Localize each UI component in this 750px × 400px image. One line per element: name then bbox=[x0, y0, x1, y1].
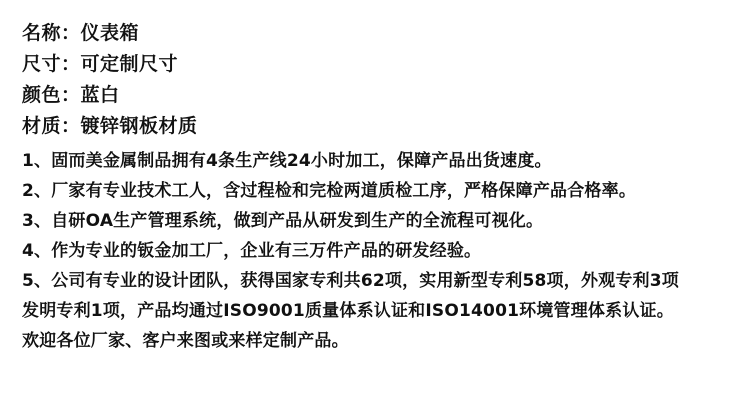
spec-line-size: 尺寸：可定制尺寸 bbox=[22, 53, 179, 75]
feature-item bbox=[22, 236, 734, 266]
feature-list bbox=[22, 146, 734, 326]
feature-line: 5、公司有专业的设计团队，获得国家专利共62项，实用新型专利58项，外观专利3项 bbox=[22, 271, 679, 291]
spec-line-material: 材质：镀锌钢板材质 bbox=[22, 115, 198, 137]
feature-item bbox=[22, 176, 734, 206]
feature-item bbox=[22, 146, 734, 176]
spec-line-color: 颜色：蓝白 bbox=[22, 84, 120, 106]
closing-statement: 欢迎各位厂家、客户来图或来样定制产品。 bbox=[22, 331, 349, 351]
feature-line: 2、厂家有专业技术工人，含过程检和完检两道质检工序，严格保障产品合格率。 bbox=[22, 181, 637, 201]
spec-line-name: 名称：仪表箱 bbox=[22, 22, 140, 44]
feature-item bbox=[22, 266, 734, 326]
feature-line: 发明专利1项，产品均通过ISO9001质量体系认证和ISO14001环境管理体系认证。 bbox=[22, 301, 674, 321]
feature-line: 4、作为专业的钣金加工厂，企业有三万件产品的研发经验。 bbox=[22, 241, 482, 261]
feature-item bbox=[22, 206, 734, 236]
specification-list bbox=[22, 18, 734, 142]
feature-line: 1、固而美金属制品拥有4条生产线24小时加工，保障产品出货速度。 bbox=[22, 151, 552, 171]
feature-line: 3、自研OA生产管理系统，做到产品从研发到生产的全流程可视化。 bbox=[22, 211, 544, 231]
